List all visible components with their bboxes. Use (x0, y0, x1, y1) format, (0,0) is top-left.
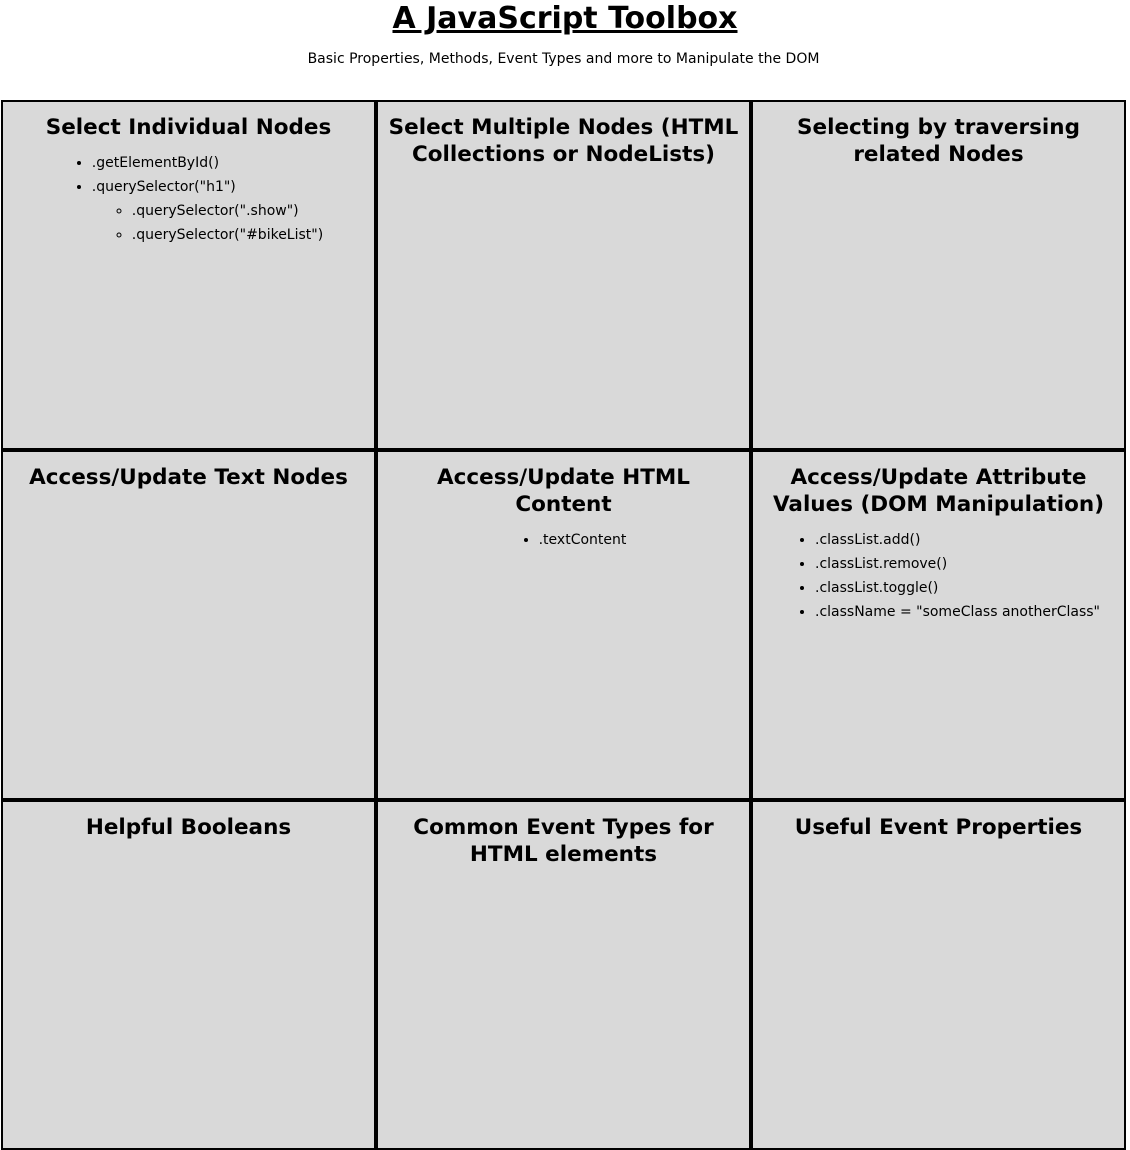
cell-helpful-booleans (1, 800, 376, 1150)
cell-heading: Select Individual Nodes (45, 115, 332, 140)
list-item: • .className = "someClass anotherClass" (815, 600, 1100, 624)
cell-heading: Common Event Types for HTML elements (413, 815, 714, 867)
cell-text-nodes (1, 450, 376, 800)
sub-list-item: ◦ .querySelector(".show") (132, 199, 323, 223)
sub-list-item: ◦ .querySelector("#bikeList") (132, 223, 323, 247)
cell-select-multiple-nodes (376, 100, 751, 450)
cell-attribute-values (751, 450, 1126, 800)
cell-heading: Access/Update HTML Content (436, 465, 690, 517)
cell-event-properties (751, 800, 1126, 1150)
cell-heading: Select Multiple Nodes (HTML Collections or NodeLists) (388, 115, 739, 167)
cell-heading: Selecting by traversing related Nodes (797, 115, 1080, 167)
cell-traversing-nodes (751, 100, 1126, 450)
page-subtitle: Basic Properties, Methods, Event Types and more to Manipulate the DOM (307, 51, 820, 67)
list-item: • .classList.add() (815, 528, 1100, 552)
method-list (54, 151, 323, 247)
cell-heading: Helpful Booleans (85, 815, 292, 840)
list-item-label: .querySelector("h1") (91, 179, 236, 195)
list-item: • .getElementById() (92, 151, 323, 175)
method-list (501, 528, 627, 552)
cell-select-individual-nodes (1, 100, 376, 450)
cell-heading: Access/Update Attribute Values (DOM Manipulation) (772, 465, 1105, 517)
list-item: • .classList.remove() (815, 552, 1100, 576)
list-item: • .textContent (539, 528, 627, 552)
cell-heading: Useful Event Properties (794, 815, 1083, 840)
method-list (777, 528, 1100, 624)
sub-list (92, 199, 323, 247)
cell-event-types (376, 800, 751, 1150)
cell-html-content (376, 450, 751, 800)
page-title: A JavaScript Toolbox (392, 1, 738, 36)
cell-heading: Access/Update Text Nodes (29, 465, 348, 490)
list-item: • .classList.toggle() (815, 576, 1100, 600)
list-item (92, 175, 323, 247)
